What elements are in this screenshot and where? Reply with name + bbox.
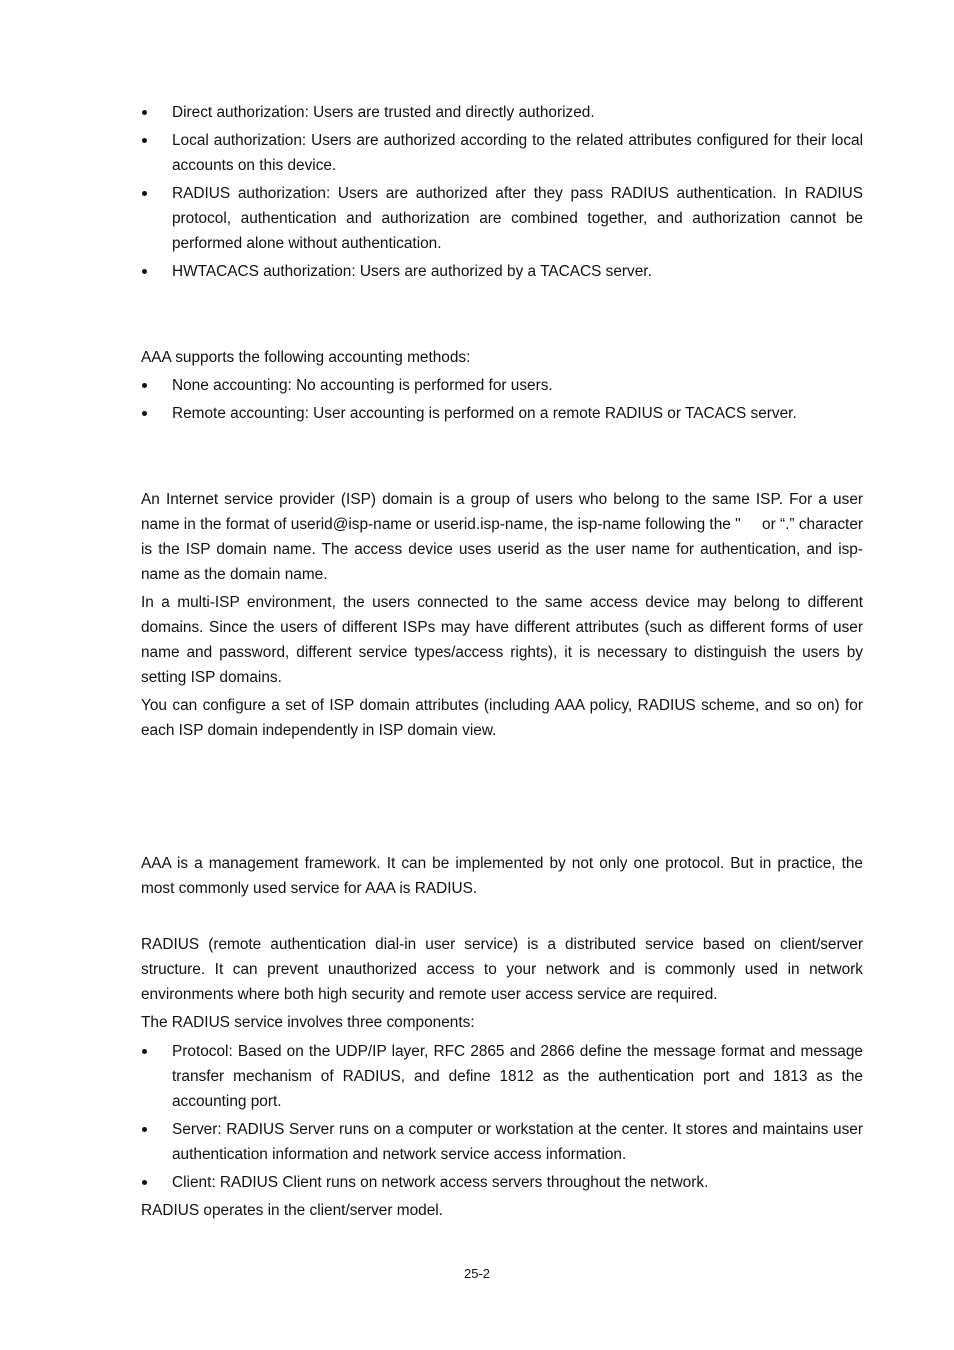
accounting-bullet-2: Remote accounting: User accounting is performed on a remote RADIUS or TACACS server. [141,401,863,426]
authorization-bullet-1: Direct authorization: Users are trusted and directly authorized. [141,100,863,125]
isp-paragraph-2: In a multi-ISP environment, the users connected to the same access device may belong to different domains. Since the users of different ISPs may have different attributes (such as different forms of user name and password, different service types/access rights), it is necessary to distinguish the users by setting ISP domains. [141,594,863,686]
radius-model-paragraph: RADIUS operates in the client/server model. [141,1202,443,1219]
accounting-intro: AAA supports the following accounting methods: [141,349,471,366]
isp-paragraph-3: You can configure a set of ISP domain attributes (including AAA policy, RADIUS scheme, and so on) for each ISP domain independently in ISP domain view. [141,697,863,739]
bullet-dot-icon [142,110,147,115]
radius-intro-paragraph: RADIUS (remote authentication dial-in user service) is a distributed service based on client/server structure. It can prevent unauthorized access to your network and is commonly used in network environments where both high security and remote user access service are required. [141,936,863,1003]
radius-component-server: Server: RADIUS Server runs on a computer or workstation at the center. It stores and maintains user authentication information and network service access information. [141,1117,863,1167]
bullet-dot-icon [142,1049,147,1054]
accounting-bullet-1: None accounting: No accounting is performed for users. [141,373,863,398]
radius-component-protocol: Protocol: Based on the UDP/IP layer, RFC 2865 and 2866 define the message format and message transfer mechanism of RADIUS, and define 1812 as the authentication port and 1813 as the accounting port. [141,1039,863,1114]
bullet-dot-icon [142,269,147,274]
authorization-bullet-2: Local authorization: Users are authorized according to the related attributes configured for their local accounts on this device. [141,128,863,178]
authorization-bullet-4: HWTACACS authorization: Users are authorized by a TACACS server. [141,259,863,284]
bullet-dot-icon [142,411,147,416]
radius-component-client: Client: RADIUS Client runs on network access servers throughout the network. [141,1170,863,1195]
isp-paragraph-1: An Internet service provider (ISP) domain is a group of users who belong to the same ISP. For a user name in the format of userid@isp-name or userid.isp-name, the isp-name following the " or “.” character is the ISP domain name. The access device uses userid as the user name for authentication, and isp-name as the domain name. [141,491,868,583]
bullet-dot-icon [142,1180,147,1185]
page-number: 25-2 [463,1266,491,1281]
bullet-dot-icon [142,191,147,196]
authorization-bullet-3: RADIUS authorization: Users are authorized after they pass RADIUS authentication. In RADIUS protocol, authentication and authorization are combined together, and authorization cannot be performed alone without authentication. [141,181,863,256]
bullet-dot-icon [142,138,147,143]
aaa-framework-paragraph: AAA is a management framework. It can be implemented by not only one protocol. But in practice, the most commonly used service for AAA is RADIUS. [141,855,863,897]
bullet-dot-icon [142,383,147,388]
radius-components-intro: The RADIUS service involves three components: [141,1014,475,1031]
bullet-dot-icon [142,1127,147,1132]
